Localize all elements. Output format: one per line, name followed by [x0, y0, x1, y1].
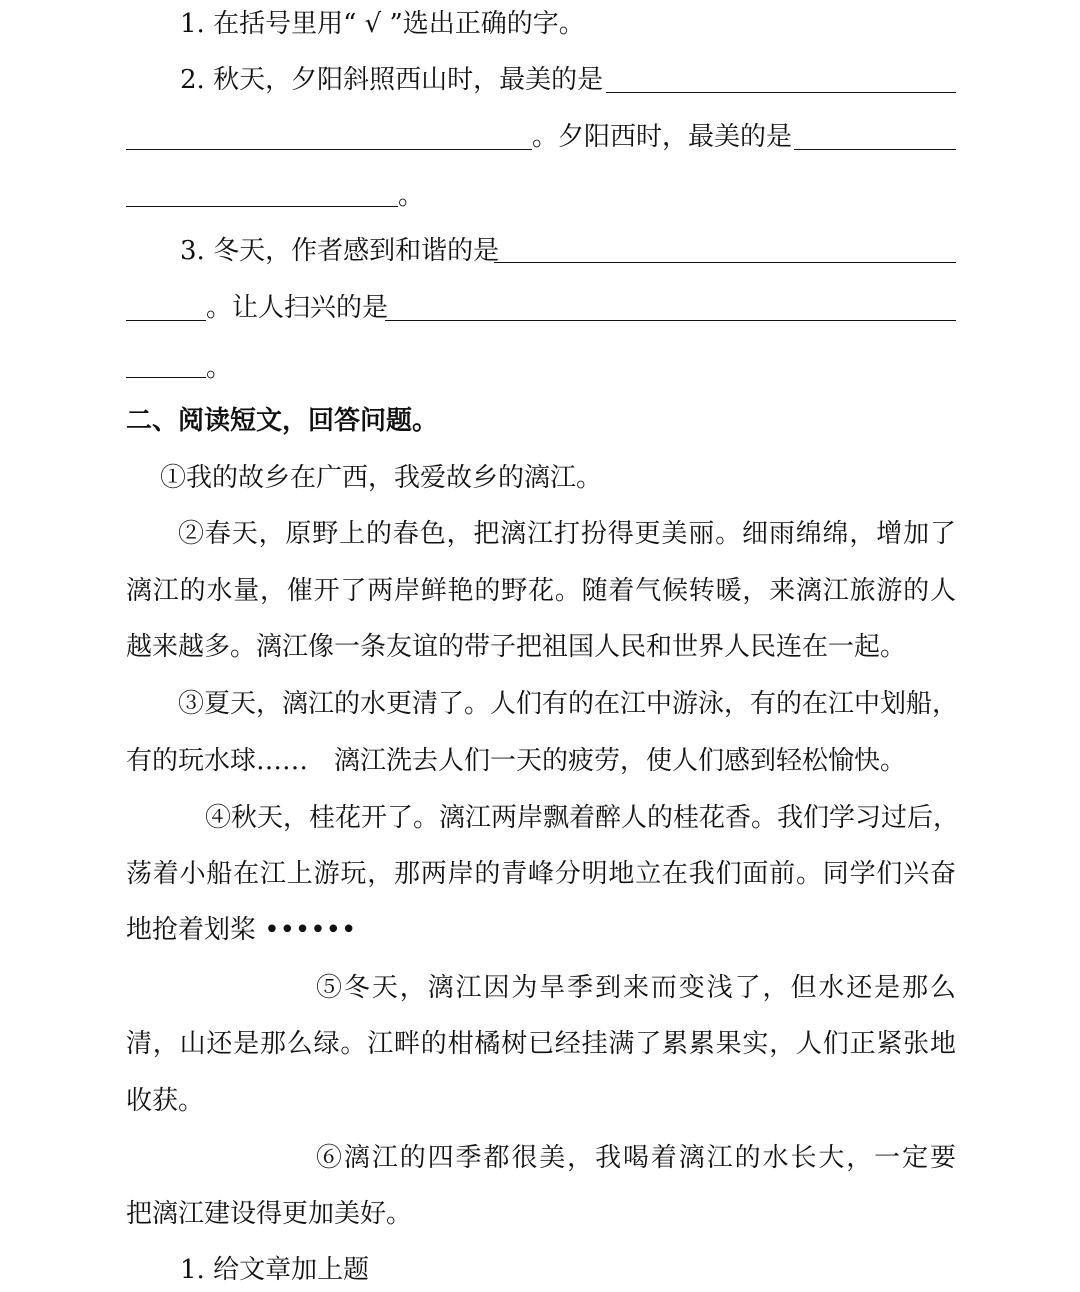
question-3-text-b: 。让人扫兴的是: [206, 293, 389, 323]
question-2-text-b: 。夕阳西时，最美的是: [532, 122, 793, 152]
section-2-question-1: 1. 给文章加上题: [180, 1255, 370, 1285]
paragraph-5-line-2: 清，山还是那么绿。江畔的柑橘树已经挂满了累累果实，人们正紧张地: [126, 1029, 956, 1059]
section-2-heading: 二、阅读短文，回答问题。: [126, 406, 439, 436]
answer-blank-3b[interactable]: [126, 320, 206, 321]
paragraph-5-line-3: 收获。: [126, 1086, 205, 1116]
paragraph-4-line-1: ④秋天，桂花开了。漓江两岸飘着醉人的桂花香。我们学习过后，: [205, 803, 960, 833]
paragraph-4-line-3: 地抢着划桨 ••••••: [126, 915, 357, 945]
answer-blank-2d[interactable]: [126, 206, 398, 207]
paragraph-3-line-2: 有的玩水球…… 漓江洗去人们一天的疲劳，使人们感到轻松愉快。: [126, 746, 907, 776]
paragraph-5-line-1: ⑤冬天，漓江因为旱季到来而变浅了，但水还是那么: [316, 973, 956, 1003]
paragraph-6-line-2: 把漓江建设得更加美好。: [126, 1199, 413, 1229]
answer-blank-3d[interactable]: [126, 377, 206, 378]
answer-blank-2c[interactable]: [794, 149, 956, 150]
answer-blank-3a[interactable]: [494, 262, 956, 263]
paragraph-4-line-2: 荡着小船在江上游玩，那两岸的青峰分明地立在我们面前。同学们兴奋: [126, 859, 956, 889]
paragraph-2-line-1: ②春天，原野上的春色，把漓江打扮得更美丽。细雨绵绵，增加了: [178, 519, 956, 549]
paragraph-6-line-1: ⑥漓江的四季都很美，我喝着漓江的水长大，一定要: [316, 1143, 956, 1173]
answer-blank-3c[interactable]: [385, 320, 956, 321]
question-3-text: 3. 冬天，作者感到和谐的是: [180, 236, 500, 266]
question-1: 1. 在括号里用“ √ ”选出正确的字。: [180, 9, 585, 39]
question-2-text: 2. 秋天，夕阳斜照西山时，最美的是: [180, 65, 604, 95]
paragraph-2-line-2: 漓江的水量，催开了两岸鲜艳的野花。随着气候转暖，来漓江旅游的人: [126, 576, 956, 606]
paragraph-1: ①我的故乡在广西，我爱故乡的漓江。: [160, 463, 603, 493]
paragraph-3-line-1: ③夏天，漓江的水更清了。人们有的在江中游泳，有的在江中划船，: [178, 689, 959, 719]
paragraph-2-line-3: 越来越多。漓江像一条友谊的带子把祖国人民和世界人民连在一起。: [126, 632, 907, 662]
answer-blank-2a[interactable]: [606, 92, 956, 93]
question-2-end: 。: [398, 181, 425, 211]
question-3-end: 。: [206, 353, 233, 383]
answer-blank-2b[interactable]: [126, 149, 532, 150]
